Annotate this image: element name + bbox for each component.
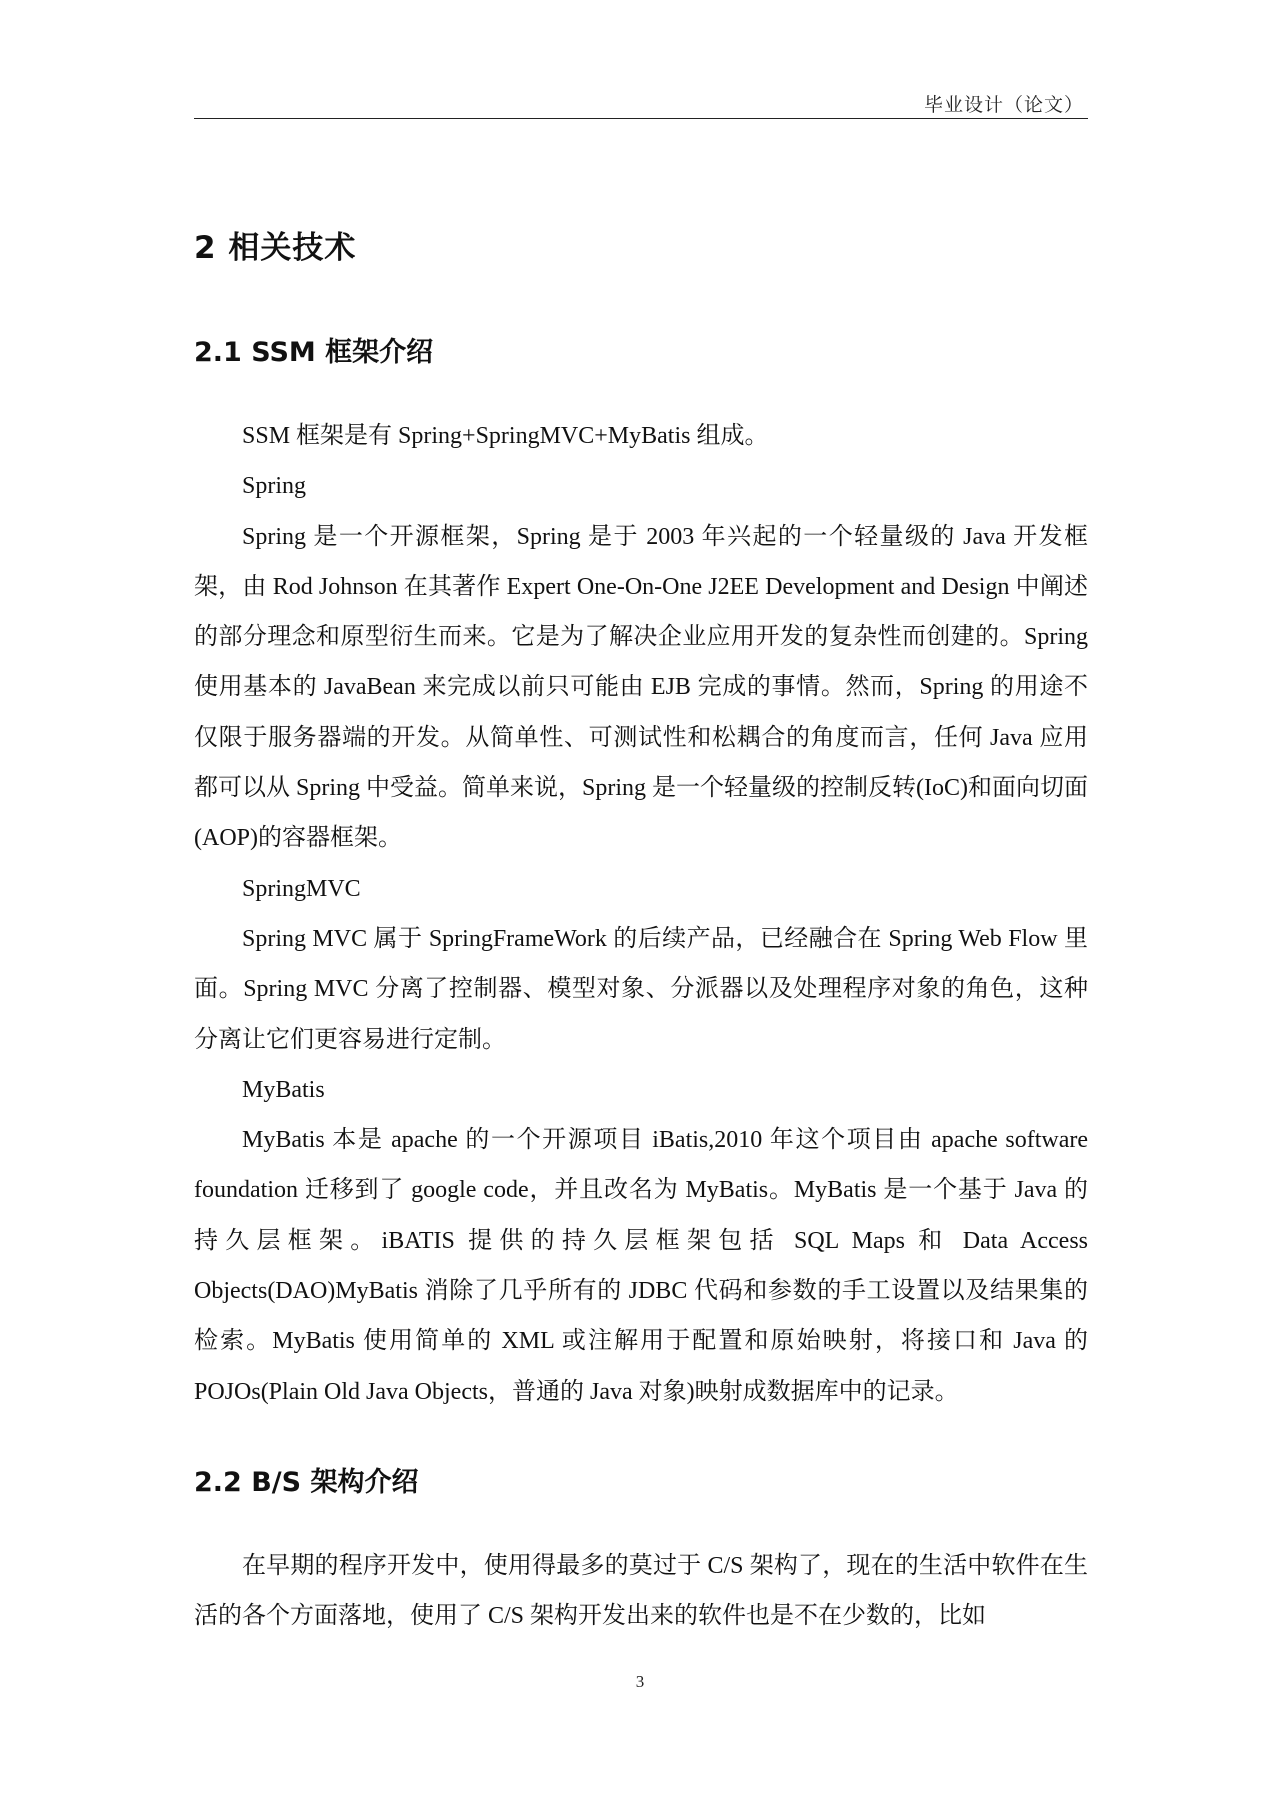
page-header — [194, 88, 1088, 119]
bs-paragraph: 在早期的程序开发中，使用得最多的莫过于 C/S 架构了，现在的生活中软件在生活的各个方面落地，使用了 C/S 架构开发出来的软件也是不在少数的，比如 — [194, 1553, 1088, 1630]
springmvc-paragraph: Spring MVC 属于 SpringFrameWork 的后续产品，已经融合在 Spring Web Flow 里面。Spring MVC 分离了控制器、模型对象、分派器以及处理程序对象的角色，这种分离让它们更容易进行定制。 — [194, 925, 1088, 1053]
section-title-ssm: 2.1 SSM 框架介绍 — [194, 337, 434, 368]
mybatis-label: MyBatis — [242, 1076, 325, 1103]
spring-label: Spring — [242, 473, 307, 500]
section-body-ssm — [194, 411, 1088, 1417]
spring-paragraph: Spring 是一个开源框架，Spring 是于 2003 年兴起的一个轻量级的 Java 开发框架，由 Rod Johnson 在其著作 Expert One-On-One J2EE Development and Design 中阐述的部分理念和原型衍生而来。它是为了解决企业应用开发的复杂性而创建的。Spring 使用基本的 JavaBean 来完成以前只可能由 EJB 完成的事情。然而，Spring 的用途不仅限于服务器端的开发。从简单性、可测试性和松耦合的角度而言，任何 Java 应用都可以从 Spring 中受益。简单来说，Spring 是一个轻量级的控制反转(IoC)和面向切面(AOP)的容器框架。 — [194, 523, 1088, 852]
section-body-bs — [194, 1541, 1088, 1642]
ssm-intro-paragraph: SSM 框架是有 Spring+SpringMVC+MyBatis 组成。 — [242, 423, 769, 449]
springmvc-label: SpringMVC — [242, 875, 361, 902]
mybatis-paragraph: MyBatis 本是 apache 的一个开源项目 iBatis,2010 年这个项目由 apache software foundation 迁移到了 google code，并且改名为 MyBatis。MyBatis 是一个基于 Java 的持久层框架。iBATIS 提供的持久层框架包括 SQL Maps 和 Data Access Objects(DAO)MyBatis 消除了几乎所有的 JDBC 代码和参数的手工设置以及结果集的检索。MyBatis 使用简单的 XML 或注解用于配置和原始映射，将接口和 Java 的 POJOs(Plain Old Java Objects，普通的 Java 对象)映射成数据库中的记录。 — [194, 1127, 1088, 1405]
section-title-bs: 2.2 B/S 架构介绍 — [194, 1467, 419, 1498]
header-title: 毕业设计（论文） — [923, 95, 1084, 116]
chapter-title: 2 相关技术 — [194, 230, 357, 266]
page-number: 3 — [635, 1672, 645, 1691]
